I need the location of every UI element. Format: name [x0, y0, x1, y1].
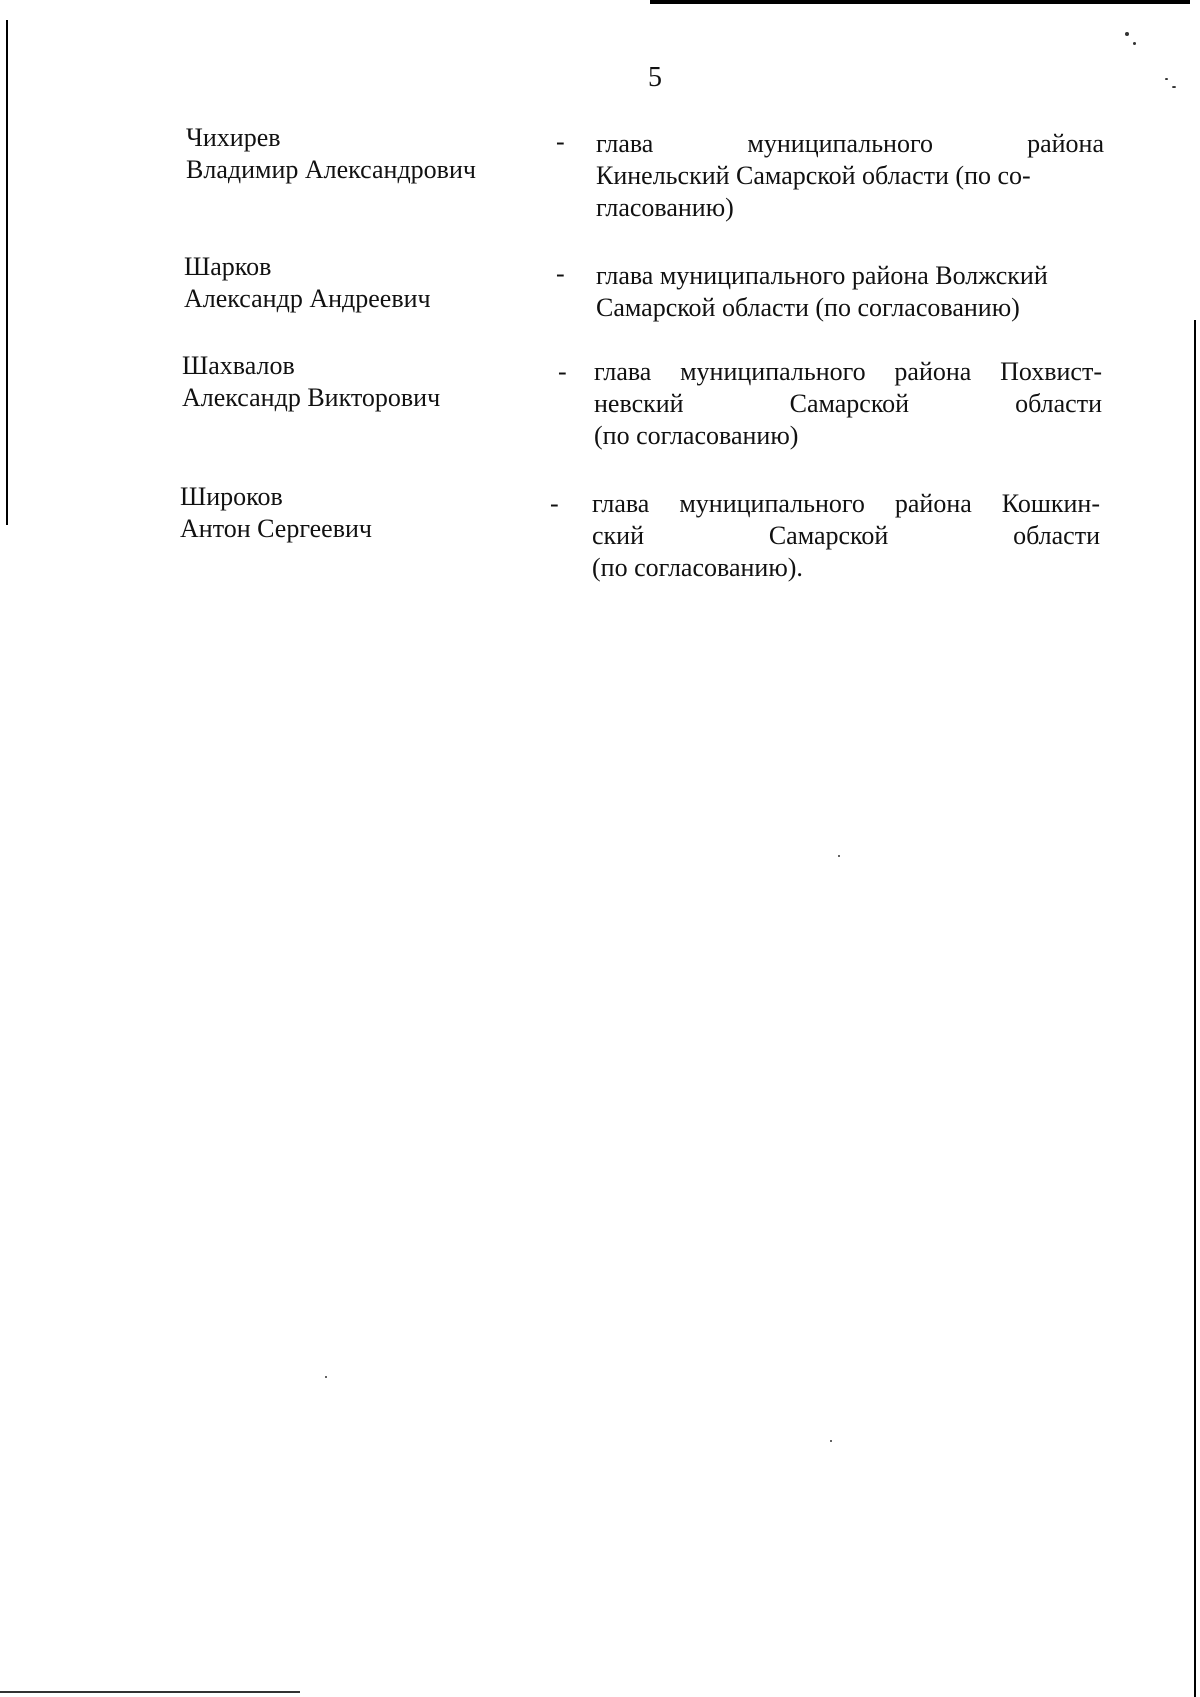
scan-speck	[325, 1376, 327, 1378]
surname: Чихирев	[186, 123, 281, 152]
scan-speck	[838, 855, 840, 857]
description-line: (по согласованию)	[594, 421, 799, 450]
description-line: Самарской области (по согласованию)	[596, 293, 1020, 322]
surname: Шахвалов	[182, 351, 295, 380]
given-names: Александр Андреевич	[184, 284, 431, 313]
scan-speck	[1125, 32, 1129, 36]
given-names: Александр Викторович	[182, 383, 441, 412]
page-number: 5	[648, 62, 662, 93]
dash: -	[556, 127, 565, 156]
scan-edge-top	[650, 0, 1190, 4]
scan-edge-bottom	[0, 1691, 300, 1693]
scan-edge-right	[1194, 320, 1196, 1697]
description-line: невский Самарской области	[594, 389, 1102, 418]
given-names: Антон Сергеевич	[180, 514, 372, 543]
scan-speck	[1165, 78, 1168, 80]
description-line: глава муниципального района Волжский	[596, 261, 1048, 290]
description-line: глава муниципального района	[596, 129, 1104, 158]
description-line: (по согласованию).	[592, 553, 803, 582]
description-line: глава муниципального района Кошкин-	[592, 489, 1100, 518]
scan-speck	[1172, 86, 1176, 88]
scan-speck	[830, 1440, 832, 1442]
dash: -	[556, 259, 565, 288]
dash: -	[558, 357, 567, 386]
position-description	[594, 356, 1102, 452]
description-line: Кинельский Самарской области (по со-	[596, 161, 1031, 190]
description-line: ский Самарской области	[592, 521, 1100, 550]
given-names: Владимир Александрович	[186, 155, 476, 184]
position-description	[596, 128, 1104, 224]
description-line: гласованию)	[596, 193, 734, 222]
position-description	[596, 260, 1104, 324]
surname: Шарков	[184, 252, 272, 281]
description-line: глава муниципального района Похвист-	[594, 357, 1102, 386]
position-description	[592, 488, 1100, 584]
scan-speck	[1133, 42, 1136, 45]
scan-edge-left	[6, 20, 8, 525]
surname: Широков	[180, 482, 283, 511]
dash: -	[550, 489, 559, 518]
